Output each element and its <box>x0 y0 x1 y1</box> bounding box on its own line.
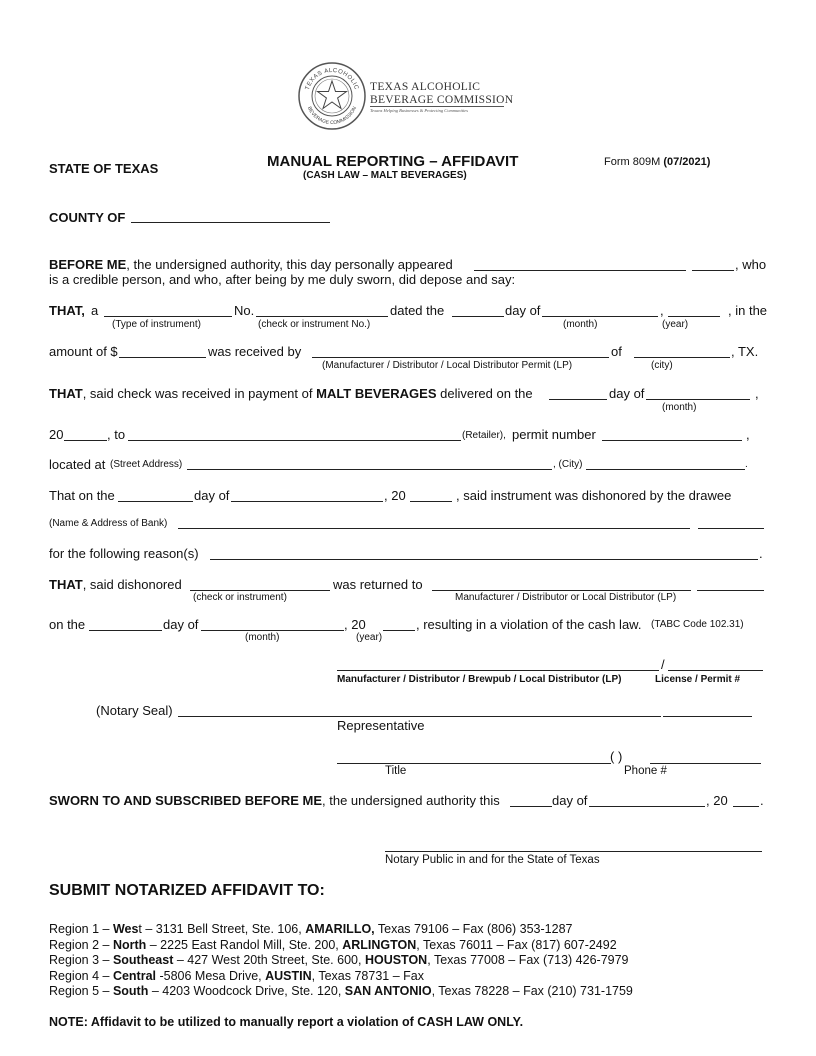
violation-month-field[interactable] <box>201 630 344 631</box>
region-name: Southeast <box>112 953 174 967</box>
region-5 <box>49 984 633 1000</box>
reason-label: for the following reason(s) <box>49 546 199 561</box>
bank-field[interactable] <box>178 528 690 529</box>
received-by: was received by <box>208 344 302 359</box>
note-text: NOTE: Affidavit to be utilized to manually report a violation of CASH LAW ONLY. <box>49 1015 524 1029</box>
bank-label: (Name & Address of Bank) <box>49 518 168 529</box>
region-lead: Region 1 – <box>49 922 113 936</box>
affiant-name-field-2[interactable] <box>692 270 734 271</box>
located-period: . <box>745 459 748 470</box>
phone-field[interactable] <box>650 763 761 764</box>
county-field[interactable] <box>131 222 330 223</box>
on-the-sub-month: (month) <box>245 632 280 643</box>
received-by-field[interactable] <box>312 357 609 358</box>
region-address: – 427 West 20th Street, Ste. 600, <box>173 953 365 967</box>
delivered-day-field[interactable] <box>549 399 607 400</box>
sworn-text: , the undersigned authority this <box>322 793 500 808</box>
region-address: – 2225 East Randol Mill, Ste. 200, <box>146 937 343 952</box>
sworn-year-field[interactable] <box>733 806 759 807</box>
form-subtitle: (CASH LAW – MALT BEVERAGES) <box>303 170 467 181</box>
dishonor-day-field[interactable] <box>118 501 193 502</box>
delivered-year-field[interactable] <box>64 440 107 441</box>
license-permit-field[interactable] <box>668 670 763 671</box>
that3-returned: was returned to <box>333 577 423 592</box>
notary-signature-field[interactable] <box>385 851 762 852</box>
that1-a: a <box>91 303 99 318</box>
that3-bold: THAT <box>49 577 83 592</box>
that-on-20: , 20 <box>384 488 406 503</box>
region-name-tail: t <box>138 922 142 936</box>
region-city: AUSTIN <box>265 968 312 983</box>
instrument-type-field[interactable] <box>104 316 232 317</box>
city-field[interactable] <box>634 357 730 358</box>
dishonored-instrument-field[interactable] <box>190 590 330 591</box>
comma: , <box>660 303 664 318</box>
street-label: (Street Address) <box>110 459 183 470</box>
form-date: (07/2021) <box>663 156 711 168</box>
that1-in-the: , in the <box>728 303 768 318</box>
region-city: SAN ANTONIO <box>344 984 432 998</box>
region-zip-fax: , Texas 78228 – Fax (210) 731-1759 <box>431 984 633 998</box>
signature-slash: / <box>661 657 665 672</box>
region-city: HOUSTON <box>364 953 428 967</box>
region-lead: Region 2 – <box>49 937 113 952</box>
region-lead: Region 5 – <box>49 984 113 998</box>
form-number-text: Form 809M <box>604 156 661 168</box>
bank-field-2[interactable] <box>698 528 764 529</box>
svg-text:TEXAS ALCOHOLIC <box>305 68 359 91</box>
reason-period: . <box>759 546 763 561</box>
sub-check-no: (check or instrument No.) <box>258 319 371 330</box>
violation-year-field[interactable] <box>383 630 415 631</box>
agency-name <box>370 81 513 106</box>
that3-text: , said dishonored <box>82 577 182 592</box>
dishonor-month-field[interactable] <box>231 501 383 502</box>
dishonor-year-field[interactable] <box>410 501 452 502</box>
submit-heading: SUBMIT NOTARIZED AFFIDAVIT TO: <box>49 882 325 899</box>
region-2 <box>49 938 633 954</box>
region-zip-fax: , Texas 77008 – Fax (713) 426-7979 <box>427 953 629 967</box>
sworn-month-field[interactable] <box>589 806 705 807</box>
state-label: STATE OF TEXAS <box>49 161 159 176</box>
that1-dated: dated the <box>390 303 445 318</box>
that1-bold: THAT, <box>49 303 85 318</box>
agency-line1: TEXAS ALCOHOLIC <box>370 81 481 93</box>
region-city: ARLINGTON <box>342 937 417 952</box>
region-name: South <box>112 984 149 998</box>
that1-no: No. <box>234 303 255 318</box>
dated-year-field[interactable] <box>668 316 720 317</box>
title-field[interactable] <box>337 763 611 764</box>
region-address: -5806 Mesa Drive, <box>156 968 266 983</box>
before-me-line2: is a credible person, and who, after being by me duly sworn, did depose and say: <box>49 272 516 287</box>
that-on-text: That on the <box>49 488 115 503</box>
who-text: , who <box>735 257 767 272</box>
representative-field-2[interactable] <box>663 716 752 717</box>
that2-text1: , said check was received in payment of <box>82 386 313 401</box>
tabc-code: (TABC Code 102.31) <box>651 619 744 630</box>
affiant-name-field[interactable] <box>474 270 686 271</box>
that1-day-of: day of <box>505 303 541 318</box>
seal-top-text: TEXAS ALCOHOLIC <box>304 67 360 91</box>
region-name: Wes <box>112 922 139 936</box>
on-the-day-of: day of <box>163 617 199 632</box>
region-name: North <box>112 937 147 952</box>
license-label: License / Permit # <box>655 674 741 685</box>
region-3 <box>49 953 633 969</box>
agency-line2: BEVERAGE COMMISSION <box>370 93 514 106</box>
region-city: AMARILLO, <box>305 922 375 936</box>
notary-label: Notary Public in and for the State of Texas <box>385 854 600 866</box>
that-on-text2: , said instrument was dishonored by the drawee <box>456 488 732 503</box>
that-on-day-of: day of <box>194 488 230 503</box>
retailer-label: (Retailer), <box>462 430 506 441</box>
before-me-line <box>49 257 453 272</box>
notary-seal-label: (Notary Seal) <box>96 703 173 718</box>
returned-to-field-2[interactable] <box>697 590 764 591</box>
county-label: COUNTY OF <box>49 210 126 225</box>
year-to: , to <box>107 427 126 442</box>
that3-sub-mfr: Manufacturer / Distributor or Local Distributor (LP) <box>455 592 677 603</box>
sub-type-instrument: (Type of instrument) <box>112 319 201 330</box>
violation-day-field[interactable] <box>89 630 162 631</box>
check-number-field[interactable] <box>256 316 388 317</box>
tabc-seal-logo <box>298 62 366 130</box>
permit-label: permit number <box>512 427 596 442</box>
sub-year: (year) <box>662 319 689 330</box>
sworn-bold: SWORN TO AND SUBSCRIBED BEFORE ME <box>49 793 323 808</box>
sub-city: (city) <box>651 360 673 371</box>
on-the-20: , 20 <box>344 617 366 632</box>
amount-tx: , TX. <box>731 344 759 359</box>
located-city-field[interactable] <box>586 469 745 470</box>
region-zip-fax: Texas 79106 – Fax (806) 353-1287 <box>374 922 573 936</box>
manufacturer-signature-field[interactable] <box>337 670 659 671</box>
region-name: Central <box>112 968 157 983</box>
phone-paren: ( ) <box>610 749 623 764</box>
permit-number-field[interactable] <box>602 440 742 441</box>
dated-month-field[interactable] <box>542 316 658 317</box>
sworn-20: , 20 <box>706 793 728 808</box>
on-the-text: on the <box>49 617 86 632</box>
returned-to-field[interactable] <box>432 590 691 591</box>
before-me-bold: BEFORE ME <box>49 257 127 272</box>
located-city-label: , (City) <box>553 459 583 470</box>
region-lead: Region 4 – <box>49 968 113 983</box>
that2-line <box>49 386 533 401</box>
that2-malt: MALT BEVERAGES <box>316 386 437 401</box>
that2-sub-month: (month) <box>662 402 697 413</box>
amount-field[interactable] <box>119 357 206 358</box>
that2-day-of: day of <box>609 386 645 401</box>
sworn-line <box>49 793 500 808</box>
form-title: MANUAL REPORTING – AFFIDAVIT <box>267 153 519 170</box>
manufacturer-label: Manufacturer / Distributor / Brewpub / Local Distributor (LP) <box>337 674 622 685</box>
that2-text2: delivered on the <box>440 386 533 401</box>
sworn-day-field[interactable] <box>510 806 552 807</box>
on-the-text2: , resulting in a violation of the cash law. <box>416 617 642 632</box>
region-lead: Region 3 – <box>49 953 113 967</box>
sworn-day-of: day of <box>552 793 588 808</box>
sub-manufacturer: (Manufacturer / Distributor / Local Distributor Permit (LP) <box>322 360 573 371</box>
on-the-sub-year: (year) <box>356 632 383 643</box>
agency-tagline: Texans Helping Businesses & Protecting Communities <box>370 106 504 113</box>
that2-comma: , <box>755 386 759 401</box>
region-1 <box>49 922 633 938</box>
regions-list <box>49 922 633 1000</box>
sworn-period: . <box>760 793 764 808</box>
seal-bottom-text: BEVERAGE COMMISSION <box>305 105 359 127</box>
year-prefix: 20 <box>49 427 64 442</box>
phone-label: Phone # <box>624 765 667 777</box>
amount-label: amount of $ <box>49 344 118 359</box>
region-zip-fax: , Texas 78731 – Fax <box>311 968 424 983</box>
delivered-month-field[interactable] <box>646 399 750 400</box>
before-me-text: , the undersigned authority, this day personally appeared <box>126 257 453 272</box>
street-address-field[interactable] <box>187 469 552 470</box>
representative-field[interactable] <box>178 716 661 717</box>
that2-bold: THAT <box>49 386 83 401</box>
title-label: Title <box>385 765 407 777</box>
that3-sub-check: (check or instrument) <box>193 592 287 603</box>
amount-of: of <box>611 344 622 359</box>
representative-label: Representative <box>337 718 425 733</box>
dated-day-field[interactable] <box>452 316 504 317</box>
located-label: located at <box>49 457 106 472</box>
region-4 <box>49 969 633 985</box>
form-number <box>604 156 710 168</box>
region-address: – 3131 Bell Street, Ste. 106, <box>141 922 306 936</box>
reason-field[interactable] <box>210 559 758 560</box>
year-comma: , <box>746 427 750 442</box>
region-address: – 4203 Woodcock Drive, Ste. 120, <box>148 984 345 998</box>
region-zip-fax: , Texas 76011 – Fax (817) 607-2492 <box>416 937 617 952</box>
sub-month: (month) <box>563 319 598 330</box>
retailer-field[interactable] <box>128 440 461 441</box>
that3-line <box>49 577 182 592</box>
